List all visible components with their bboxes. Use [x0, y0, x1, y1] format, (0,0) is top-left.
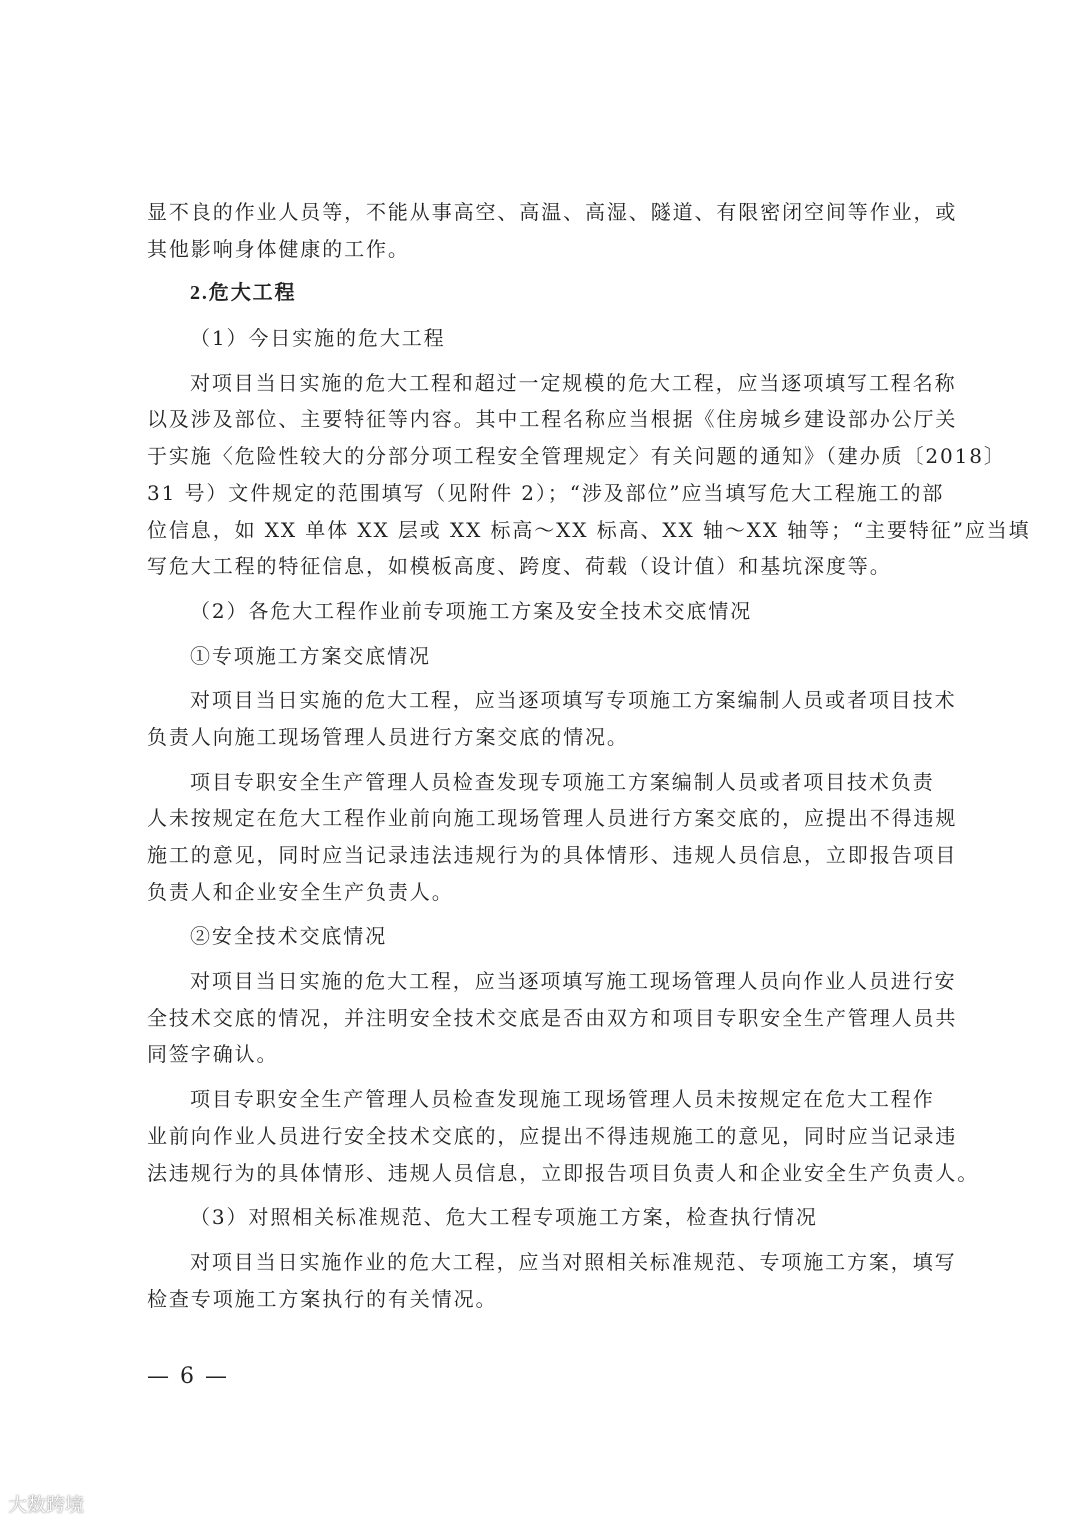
text-line: 对项目当日实施的危大工程，应当逐项填写专项施工方案编制人员或者项目技术 — [190, 688, 957, 713]
page-number: — 6 — — [147, 1364, 229, 1389]
paragraph — [147, 320, 947, 357]
paragraph — [147, 638, 947, 675]
text-line: （3）对照相关标准规范、危大工程专项施工方案，检查执行情况 — [190, 1205, 818, 1230]
section-heading — [147, 275, 947, 312]
text-line: 对项目当日实施的危大工程，应当逐项填写施工现场管理人员向作业人员进行安 — [190, 969, 957, 994]
text-line: 业前向作业人员进行安全技术交底的，应提出不得违规施工的意见，同时应当记录违 — [147, 1123, 958, 1148]
text-line: ②安全技术交底情况 — [190, 924, 388, 949]
paragraph — [147, 1244, 957, 1317]
text-line: 同签字确认。 — [147, 1042, 279, 1067]
watermark-logo: 大数跨境 — [8, 1494, 85, 1516]
text-line: 其他影响身体健康的工作。 — [147, 236, 410, 261]
text-line: 项目专职安全生产管理人员检查发现专项施工方案编制人员或者项目技术负责 — [190, 769, 935, 794]
text-line: 显不良的作业人员等，不能从事高空、高温、高湿、隧道、有限密闭空间等作业，或 — [147, 200, 958, 224]
text-line: 对项目当日实施的危大工程和超过一定规模的危大工程，应当逐项填写工程名称 — [190, 370, 957, 395]
text-line: 写危大工程的特征信息，如模板高度、跨度、荷载（设计值）和基坑深度等。 — [147, 554, 892, 579]
text-line: 负责人向施工现场管理人员进行方案交底的情况。 — [147, 724, 629, 749]
paragraph — [147, 918, 947, 955]
text-line: 2.危大工程 — [190, 282, 297, 305]
paragraph — [147, 365, 1031, 585]
paragraph — [147, 682, 957, 755]
text-line: 对项目当日实施作业的危大工程，应当对照相关标准规范、专项施工方案，填写 — [190, 1249, 957, 1274]
paragraph — [147, 1199, 947, 1236]
text-line: 负责人和企业安全生产负责人。 — [147, 879, 454, 904]
paragraph — [147, 593, 947, 630]
text-line: （2）各危大工程作业前专项施工方案及安全技术交底情况 — [190, 598, 753, 623]
text-line: 人未按规定在危大工程作业前向施工现场管理人员进行方案交底的，应提出不得违规 — [147, 806, 958, 831]
document-body — [147, 194, 1031, 1317]
text-line: 位信息，如 XX 单体 XX 层或 XX 标高～XX 标高、XX 轴～XX 轴等；“主要特征”应当填 — [147, 517, 1031, 542]
text-line: ①专项施工方案交底情况 — [190, 643, 431, 668]
text-line: （1）今日实施的危大工程 — [190, 326, 446, 351]
text-line: 法违规行为的具体情形、违规人员信息，立即报告项目负责人和企业安全生产负责人。 — [147, 1160, 980, 1185]
text-line: 施工的意见，同时应当记录违法违规行为的具体情形、违规人员信息，立即报告项目 — [147, 843, 958, 867]
text-line: 以及涉及部位、主要特征等内容。其中工程名称应当根据《住房城乡建设部办公厅关 — [147, 407, 958, 432]
text-line: 于实施〈危险性较大的分部分项工程安全管理规定〉有关问题的通知》（建办质〔2018〕 — [147, 444, 1006, 469]
paragraph — [147, 194, 958, 267]
paragraph — [147, 1081, 980, 1191]
paragraph — [147, 764, 958, 911]
text-line: 项目专职安全生产管理人员检查发现施工现场管理人员未按规定在危大工程作 — [190, 1087, 935, 1112]
paragraph — [147, 963, 958, 1073]
text-line: 检查专项施工方案执行的有关情况。 — [147, 1286, 498, 1311]
text-line: 31 号）文件规定的范围填写（见附件 2）；“涉及部位”应当填写危大工程施工的部 — [147, 480, 945, 505]
text-line: 全技术交底的情况，并注明安全技术交底是否由双方和项目专职安全生产管理人员共 — [147, 1005, 958, 1030]
